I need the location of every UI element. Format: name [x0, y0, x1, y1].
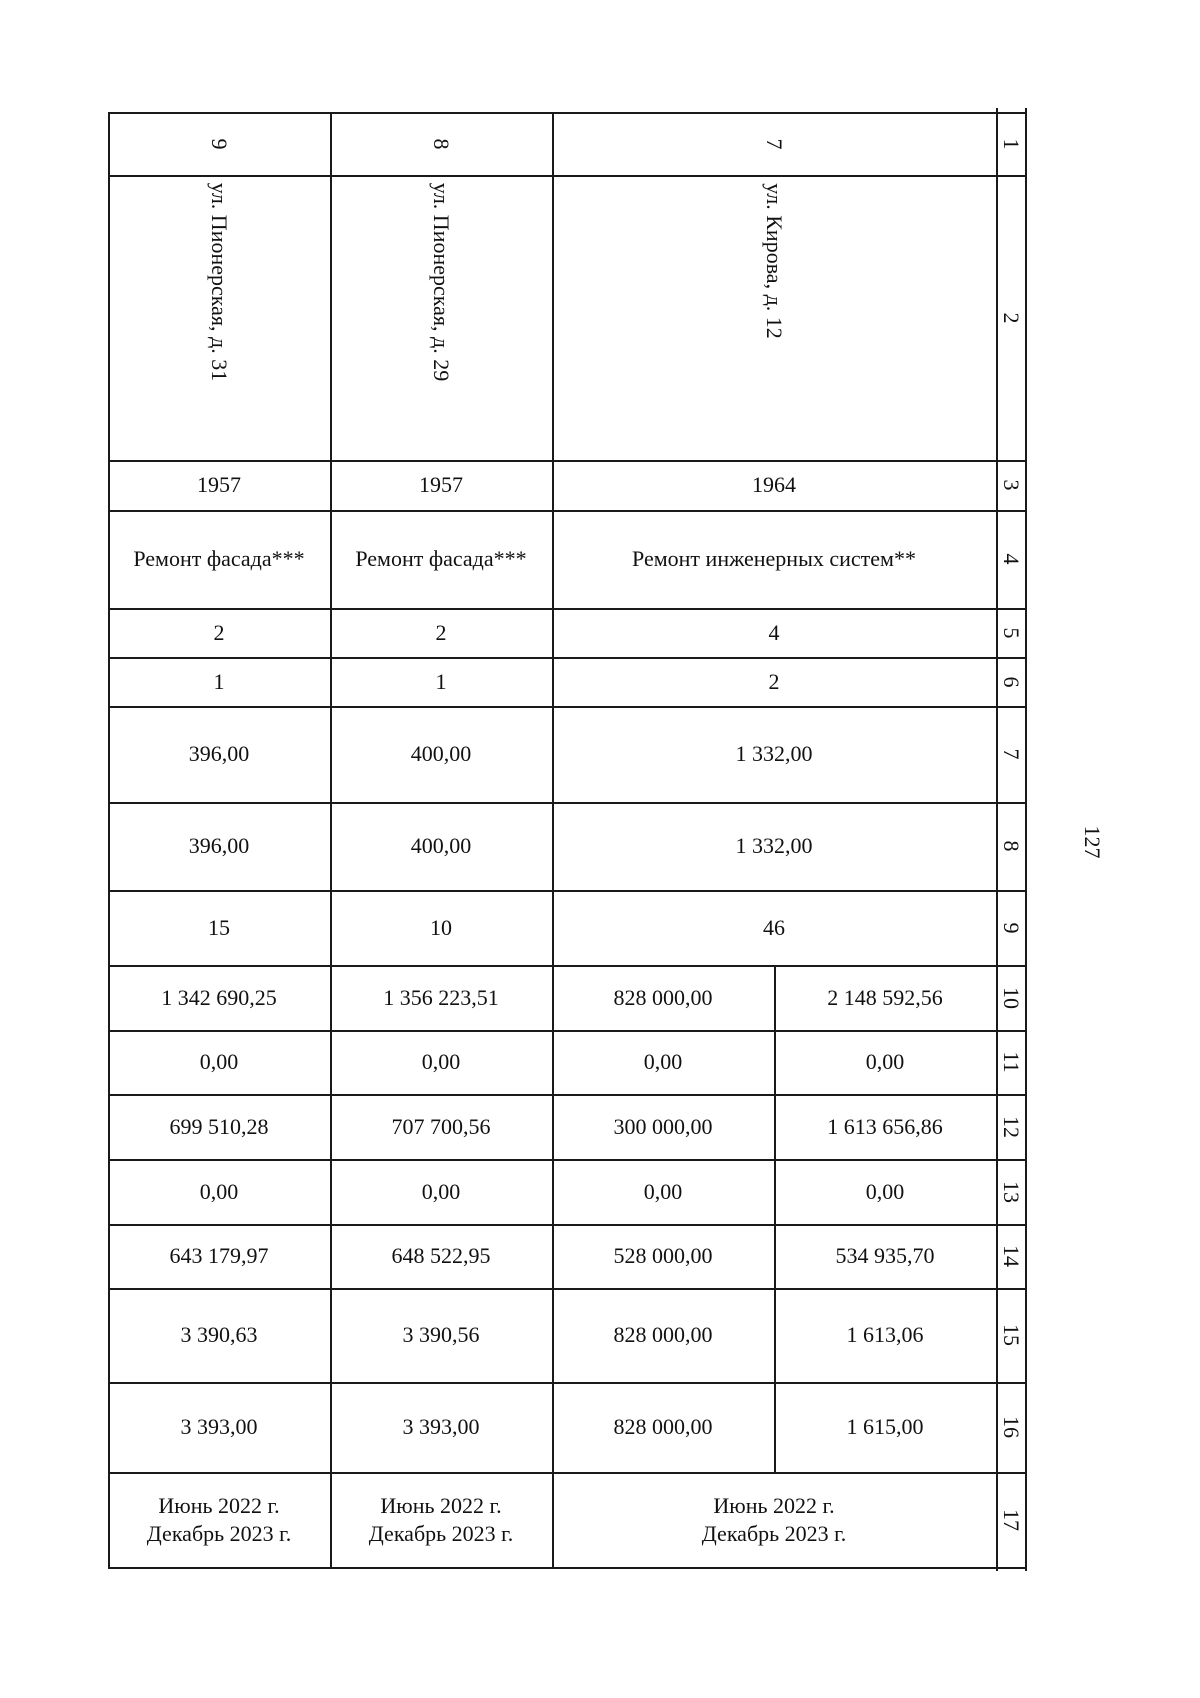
cost-cell: 2 148 592,56 — [827, 984, 943, 1010]
area-living: 1 332,00 — [735, 833, 813, 858]
cost-cell: 528 000,00 — [613, 1243, 713, 1268]
value-cell: 4 — [768, 619, 780, 645]
row-number: 8 — [998, 840, 1024, 852]
row-number: 15 — [998, 1324, 1024, 1346]
cost-cell: 0,00 — [643, 1049, 683, 1074]
row-number: 5 — [998, 627, 1024, 638]
cost-cell: 534 935,70 — [835, 1243, 935, 1268]
column-separator — [996, 108, 998, 1571]
cost-cell: 0,00 — [421, 1178, 461, 1204]
cost-cell: 1 356 223,51 — [383, 984, 499, 1010]
column-number: 7 — [762, 138, 787, 149]
cost-cell: 648 522,95 — [391, 1243, 491, 1268]
cost-cell: 1 615,00 — [846, 1414, 924, 1439]
row-separator — [108, 112, 1027, 114]
cost-cell: 0,00 — [643, 1178, 683, 1204]
cost-cell: 0,00 — [865, 1178, 905, 1204]
cost-cell: 0,00 — [199, 1049, 239, 1074]
value-cell: 2 — [213, 619, 225, 645]
cost-cell: 300 000,00 — [613, 1113, 713, 1139]
build-year: 1957 — [197, 472, 241, 497]
cost-cell: 3 393,00 — [180, 1414, 258, 1439]
row-number: 3 — [998, 479, 1024, 491]
address-text: ул. Пионерская, д. 31 — [207, 182, 232, 382]
residents-count: 10 — [430, 914, 452, 940]
cost-cell: 643 179,97 — [169, 1243, 269, 1268]
value-cell: 2 — [435, 619, 447, 645]
work-type: Ремонт инженерных систем** — [632, 546, 916, 571]
row-number: 13 — [998, 1180, 1024, 1203]
area-total: 396,00 — [188, 741, 250, 766]
row-separator — [108, 1567, 1027, 1569]
row-number: 9 — [998, 922, 1024, 933]
cost-cell: 3 390,63 — [180, 1322, 258, 1347]
row-number: 12 — [998, 1115, 1024, 1138]
row-number: 11 — [998, 1051, 1024, 1073]
row-number: 16 — [998, 1416, 1024, 1438]
cost-cell: 0,00 — [865, 1049, 905, 1074]
work-period: Июнь 2022 г. Декабрь 2023 г. — [368, 1492, 514, 1546]
work-period: Июнь 2022 г. Декабрь 2023 г. — [146, 1492, 292, 1546]
value-cell: 1 — [213, 668, 225, 694]
work-type: Ремонт фасада*** — [355, 546, 527, 571]
value-cell: 1 — [435, 668, 447, 694]
row-number: 1 — [998, 138, 1024, 149]
row-number: 14 — [998, 1245, 1024, 1267]
work-type: Ремонт фасада*** — [133, 546, 305, 571]
value-cell: 2 — [768, 668, 780, 694]
build-year: 1957 — [419, 472, 463, 497]
cost-cell: 0,00 — [199, 1178, 239, 1204]
cost-cell: 699 510,28 — [169, 1113, 269, 1139]
area-total: 1 332,00 — [735, 741, 813, 766]
area-living: 400,00 — [410, 833, 472, 858]
address-text: ул. Кирова, д. 12 — [762, 182, 787, 339]
column-number: 9 — [207, 138, 232, 149]
cost-cell: 3 390,56 — [402, 1322, 480, 1347]
row-number: 10 — [998, 986, 1024, 1009]
cost-cell: 1 342 690,25 — [161, 984, 277, 1010]
row-number: 6 — [998, 676, 1024, 687]
row-number: 7 — [998, 748, 1024, 760]
cost-cell: 1 613 656,86 — [827, 1113, 943, 1139]
page-number: 127 — [1080, 825, 1105, 859]
column-number: 8 — [429, 138, 454, 149]
area-total: 400,00 — [410, 741, 472, 766]
residents-count: 15 — [208, 914, 230, 940]
area-living: 396,00 — [188, 833, 250, 858]
cost-cell: 1 613,06 — [846, 1322, 924, 1347]
cost-cell: 828 000,00 — [613, 1322, 713, 1347]
row-separator — [108, 175, 1027, 177]
cost-cell: 828 000,00 — [613, 1414, 713, 1439]
cost-cell: 3 393,00 — [402, 1414, 480, 1439]
cost-cell: 0,00 — [421, 1049, 461, 1074]
row-number: 2 — [998, 312, 1024, 323]
address-text: ул. Пионерская, д. 29 — [429, 182, 454, 382]
row-number: 4 — [998, 553, 1024, 565]
table-border-right — [1025, 108, 1027, 1571]
build-year: 1964 — [752, 472, 796, 497]
cost-cell: 707 700,56 — [391, 1113, 491, 1139]
residents-count: 46 — [763, 914, 785, 940]
row-number: 17 — [998, 1508, 1024, 1531]
cost-cell: 828 000,00 — [613, 984, 713, 1010]
work-period: Июнь 2022 г. Декабрь 2023 г. — [701, 1492, 847, 1546]
